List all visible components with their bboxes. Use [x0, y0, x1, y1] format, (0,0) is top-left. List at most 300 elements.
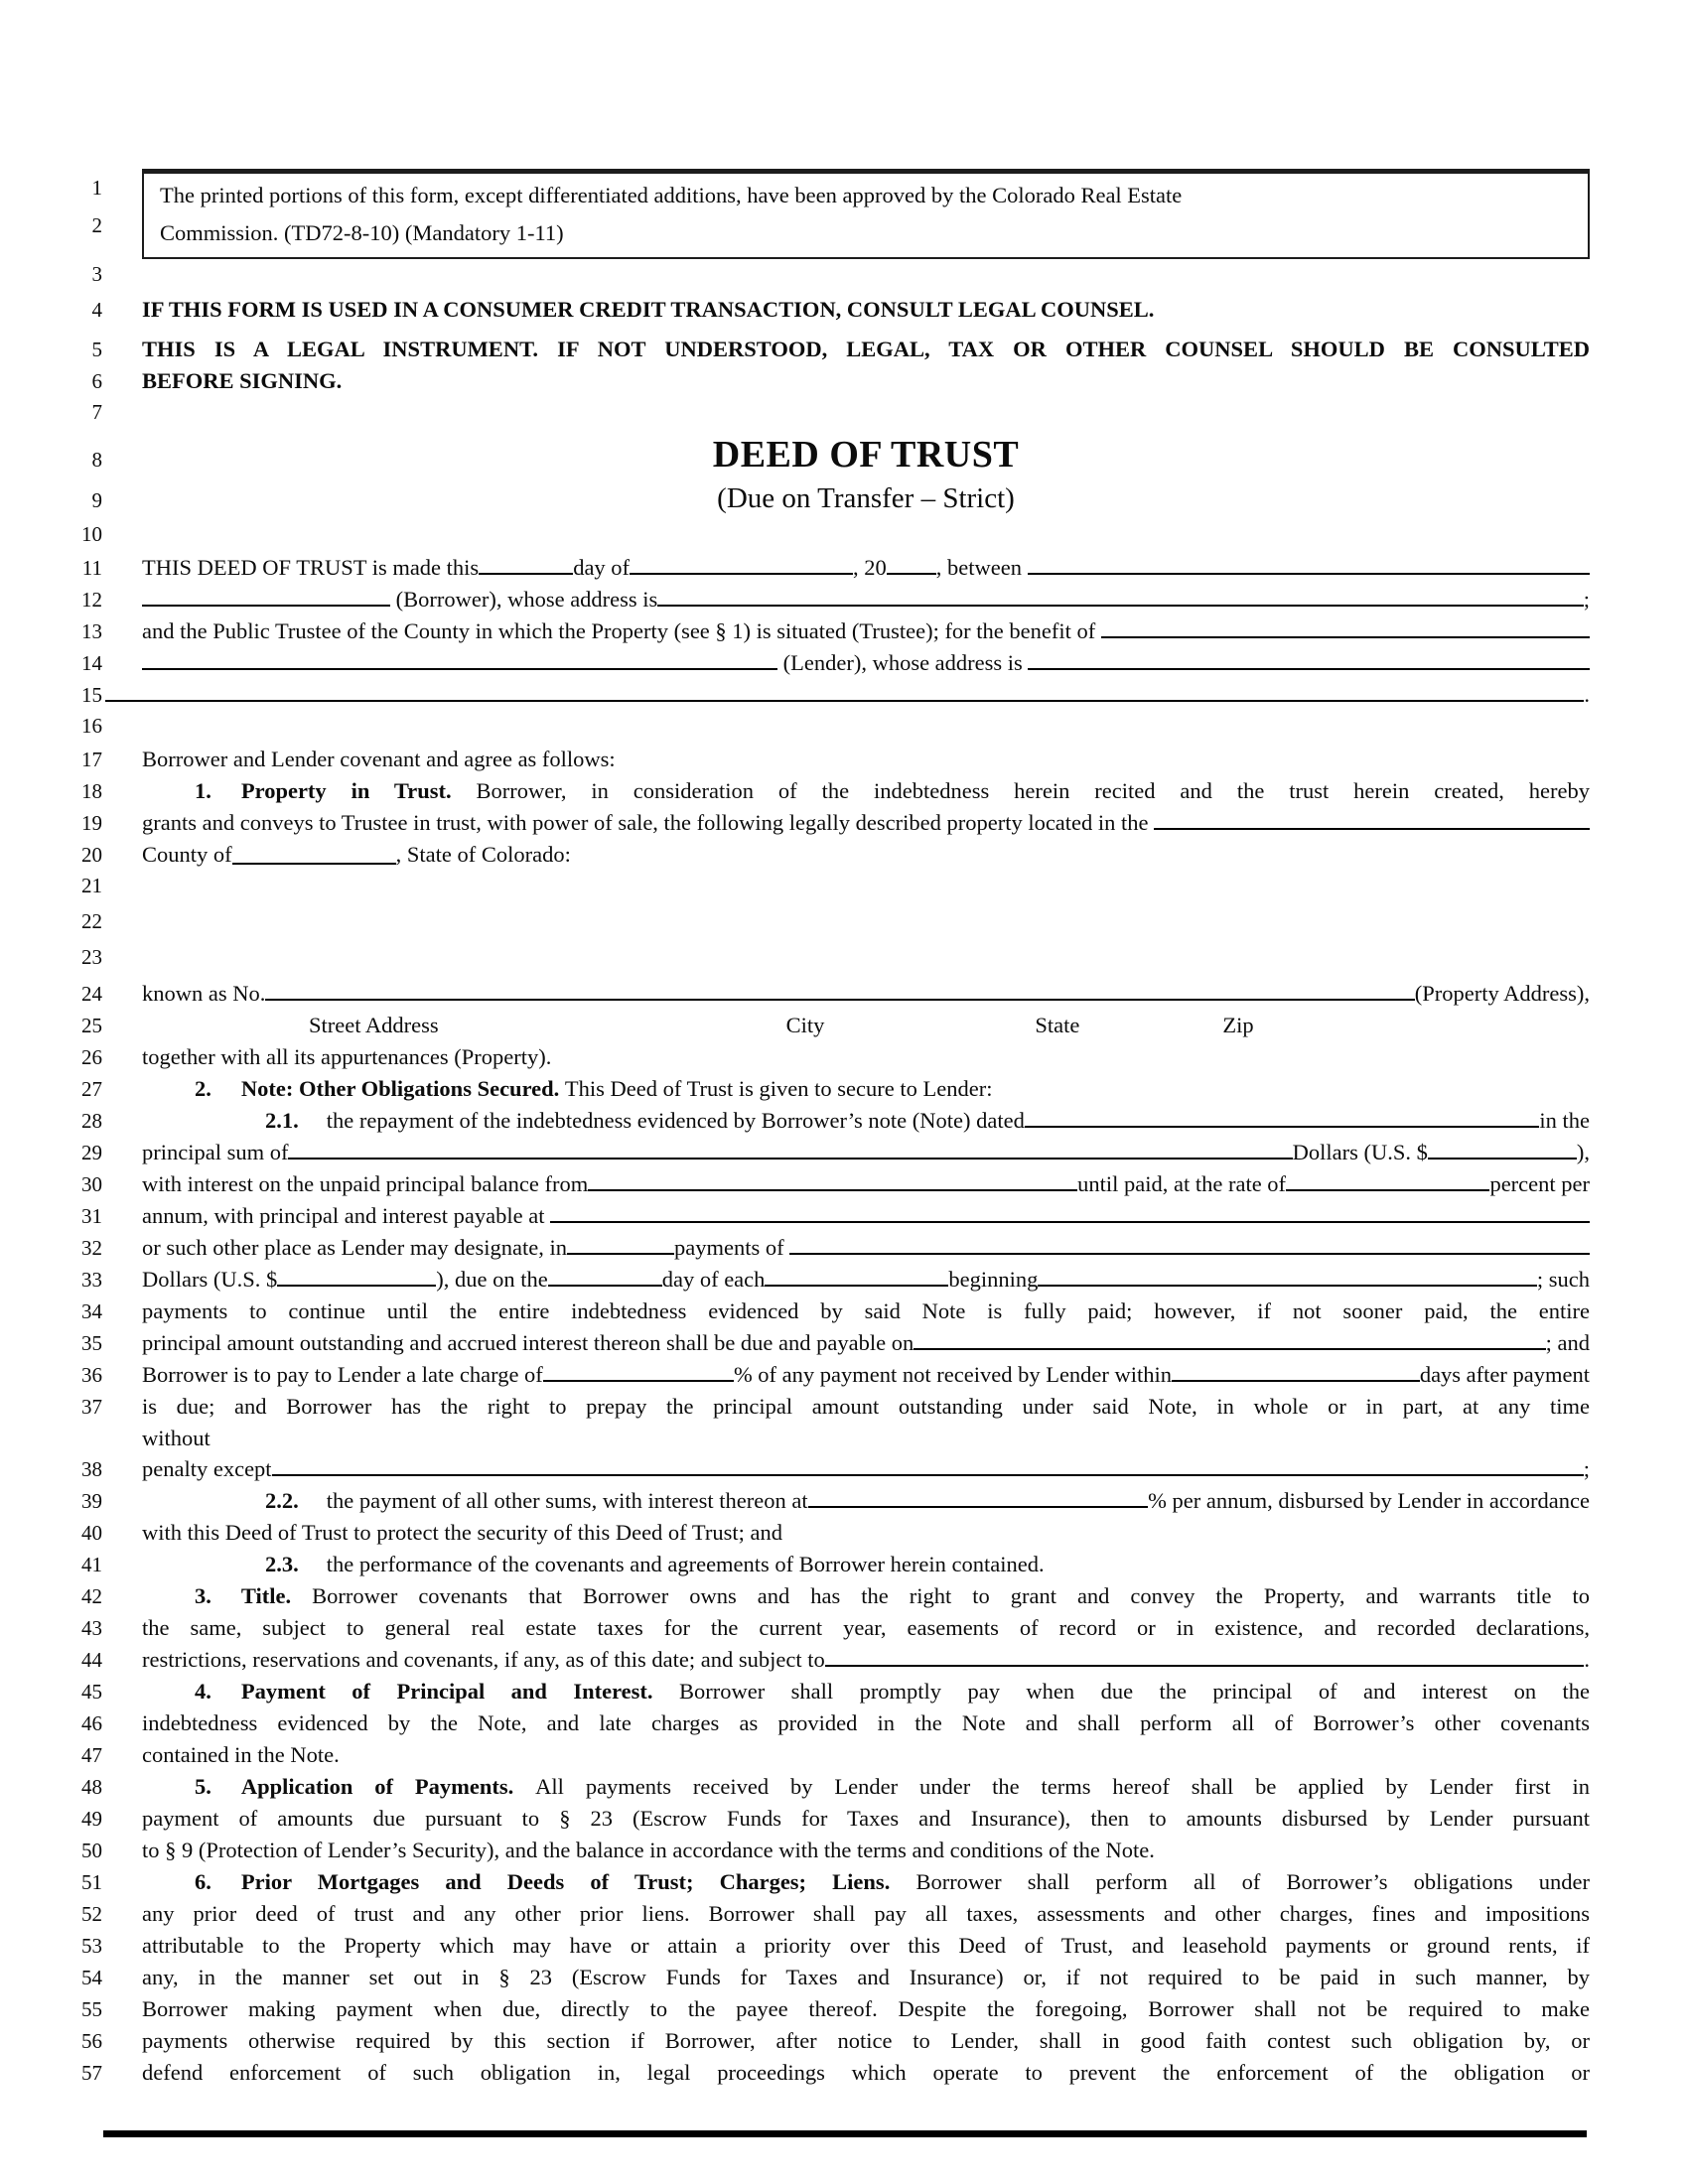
text-segment: Borrower, in consideration of the indebtedness herein recited and the trust herein created, hereby	[476, 778, 1590, 803]
line-number: 47	[81, 1743, 102, 1767]
bold-text-segment: 2.2.	[265, 1488, 299, 1513]
tab-space	[211, 1698, 241, 1699]
line-number: 52	[81, 1902, 102, 1926]
line-content	[142, 334, 1590, 364]
line-number: 37	[81, 1395, 102, 1419]
line-content	[142, 2025, 1590, 2056]
text-segment: % per annum, disbursed by Lender in accordance	[1148, 1488, 1590, 1513]
text-segment: is due; and Borrower has the right to prepay the principal amount outstanding under said Note, in whole or in part, at any time	[142, 1394, 1590, 1419]
line-content	[142, 1105, 1590, 1136]
form-line	[0, 647, 1590, 679]
text-segment: (Property Address),	[1414, 981, 1590, 1006]
line-content	[142, 1644, 1590, 1675]
blank-field[interactable]	[825, 1661, 1585, 1667]
form-line	[0, 519, 1590, 552]
blank-field[interactable]	[1154, 824, 1590, 830]
line-number: 41	[81, 1553, 102, 1576]
text-segment: any, in the manner set out in § 23 (Escrow Funds for Taxes and Insurance) or, if not required to be paid in such manner, by	[142, 1965, 1590, 1989]
blank-field[interactable]	[1286, 1185, 1489, 1191]
tab-space	[299, 1570, 327, 1571]
line-content	[105, 679, 1590, 710]
bold-text-segment: IF THIS FORM IS USED IN A CONSUMER CREDIT TRANSACTION, CONSULT LEGAL COUNSEL.	[142, 297, 1155, 322]
text-segment: beginning	[948, 1267, 1039, 1292]
tab-space	[211, 797, 241, 798]
form-line	[0, 1866, 1590, 1898]
text-segment: , 20	[853, 555, 887, 580]
text-segment: until paid, at the rate of	[1077, 1171, 1287, 1196]
text-segment: attributable to the Property which may have or attain a priority over this Deed of Trust, and leasehold payments or ground rents, if	[142, 1933, 1590, 1958]
text-segment: THIS DEED OF TRUST is made this	[142, 555, 480, 580]
form-line	[0, 1105, 1590, 1137]
line-number: 54	[81, 1966, 102, 1989]
blank-field[interactable]	[479, 569, 573, 575]
form-line	[0, 552, 1590, 584]
form-line	[0, 1359, 1590, 1391]
form-line	[0, 1200, 1590, 1232]
text-segment: (Borrower), whose address is	[390, 587, 658, 612]
line-content	[142, 1041, 1590, 1072]
approval-notice-text: The printed portions of this form, except differentiated additions, have been approved by the Colorado Real Estate	[160, 183, 1183, 207]
blank-field[interactable]	[808, 1502, 1149, 1508]
line-number: 57	[81, 2061, 102, 2085]
line-content	[142, 1612, 1590, 1643]
text-segment: together with all its appurtenances (Property).	[142, 1044, 552, 1069]
tab-space	[142, 1698, 195, 1699]
tab-space	[142, 1127, 265, 1128]
line-content	[142, 775, 1590, 806]
line-number: 2	[91, 213, 102, 237]
form-line	[0, 942, 1590, 978]
text-segment: Borrower making payment when due, directly to the payee thereof. Despite the foregoing, Borrower shall not be required to make	[142, 1996, 1590, 2021]
text-segment: annum, with principal and interest payable at	[142, 1203, 551, 1228]
bold-text-segment: Prior Mortgages and Deeds of Trust; Charges; Liens.	[240, 1869, 916, 1894]
line-number: 34	[81, 1299, 102, 1323]
bold-text-segment: 2.1.	[265, 1108, 299, 1133]
line-content	[142, 744, 1590, 774]
line-number: 38	[81, 1457, 102, 1481]
bold-text-segment: Payment of Principal and Interest.	[240, 1679, 679, 1704]
line-content	[142, 1771, 1590, 1802]
line-content	[142, 839, 1590, 870]
line-content	[142, 280, 1590, 281]
line-number: 49	[81, 1807, 102, 1831]
bold-text-segment: 6.	[195, 1869, 211, 1894]
bold-text-segment: 2.	[195, 1076, 211, 1101]
form-line	[0, 397, 1590, 432]
line-number: 28	[81, 1109, 102, 1133]
document-title: DEED OF TRUST	[712, 434, 1020, 476]
line-number: 14	[81, 651, 102, 675]
blank-field[interactable]	[1028, 664, 1590, 670]
approval-notice-box	[142, 169, 1590, 259]
form-line	[0, 294, 1590, 326]
text-segment: , State of Colorado:	[395, 842, 571, 867]
text-segment: any prior deed of trust and any other prior liens. Borrower shall pay all taxes, assessments and other charges, fines and impositions	[142, 1901, 1590, 1926]
line-content	[142, 1517, 1590, 1548]
text-segment: principal amount outstanding and accrued interest thereon shall be due and payable on	[142, 1330, 914, 1355]
line-content	[142, 1930, 1590, 1961]
form-line	[0, 1549, 1590, 1580]
blank-field[interactable]	[914, 1344, 1545, 1350]
tab-space	[142, 797, 195, 798]
blank-field[interactable]	[657, 601, 1583, 607]
bold-text-segment: 3.	[195, 1583, 211, 1608]
line-content	[142, 647, 1590, 678]
form-line	[0, 978, 1590, 1010]
bold-text-segment: 5.	[195, 1774, 211, 1799]
text-segment: State	[1035, 1013, 1080, 1037]
tab-space	[299, 1127, 327, 1128]
line-number: 7	[91, 400, 102, 424]
line-number: 25	[81, 1014, 102, 1037]
text-segment: Borrower covenants that Borrower owns and has the right to grant and convey the Property, and warrants title to	[312, 1583, 1590, 1608]
text-segment: indebtedness evidenced by the Note, and late charges as provided in the Note and shall perform all of Borrower’s other covenants	[142, 1710, 1590, 1735]
line-content	[142, 1359, 1590, 1390]
text-segment: percent per	[1489, 1171, 1590, 1196]
line-number: 33	[81, 1268, 102, 1292]
line-number: 22	[81, 909, 102, 933]
tab-space	[142, 1888, 195, 1889]
form-line	[0, 1453, 1590, 1485]
line-number: 39	[81, 1489, 102, 1513]
blank-field[interactable]	[887, 569, 936, 575]
line-number: 15	[81, 683, 102, 707]
line-number: 30	[81, 1172, 102, 1196]
text-segment: restrictions, reservations and covenants, if any, as of this date; and subject to	[142, 1647, 825, 1672]
line-content	[142, 732, 1590, 733]
text-segment: defend enforcement of such obligation in, legal proceedings which operate to prevent the enforcement of the obligation or	[142, 2060, 1590, 2085]
text-segment: ),	[1576, 1140, 1590, 1164]
text-segment: Borrower shall perform all of Borrower’s obligations under	[915, 1869, 1591, 1894]
form-line	[0, 169, 1590, 259]
line-content	[142, 1423, 1590, 1453]
blank-field[interactable]	[543, 1376, 734, 1382]
form-line	[0, 775, 1590, 807]
text-segment: All payments received by Lender under the terms hereof shall be applied by Lender first in	[535, 1774, 1590, 1799]
text-segment: known as No.	[142, 981, 266, 1006]
line-content	[142, 584, 1590, 614]
line-content	[142, 1200, 1590, 1231]
text-segment: penalty except	[142, 1456, 272, 1481]
form-line	[0, 1962, 1590, 1993]
text-segment: City	[785, 1013, 825, 1037]
form-line	[0, 584, 1590, 615]
text-segment: contained in the Note.	[142, 1742, 340, 1767]
line-content	[142, 1391, 1590, 1422]
text-segment: and the Public Trustee of the County in which the Property (see § 1) is situated (Trustee); for the benefit of	[142, 618, 1101, 643]
text-segment: % of any payment not received by Lender within	[733, 1362, 1173, 1387]
text-segment: Borrower and Lender covenant and agree as follows:	[142, 747, 616, 771]
form-line	[0, 2025, 1590, 2057]
line-content	[142, 1453, 1590, 1484]
text-segment: the same, subject to general real estate taxes for the current year, easements of record or in existence, and recorded declarations,	[142, 1615, 1590, 1640]
form-line	[0, 1517, 1590, 1549]
line-content	[142, 1898, 1590, 1929]
text-segment: or such other place as Lender may designate, in	[142, 1235, 567, 1260]
tab-space	[299, 1507, 327, 1508]
line-number: 21	[81, 874, 102, 897]
text-segment: day of	[573, 555, 631, 580]
bold-text-segment: Note: Other Obligations Secured.	[240, 1076, 565, 1101]
page-bottom-rule	[103, 2130, 1587, 2137]
line-content	[142, 891, 1590, 892]
line-number: 24	[81, 982, 102, 1006]
form-line	[0, 1327, 1590, 1359]
blank-field[interactable]	[142, 601, 390, 607]
line-number: 55	[81, 1997, 102, 2021]
text-segment: grants and conveys to Trustee in trust, with power of sale, the following legally described property located in the	[142, 810, 1155, 835]
text-segment: days after payment	[1419, 1362, 1590, 1387]
form-line	[0, 679, 1590, 711]
text-segment: Borrower shall promptly pay when due the principal of and interest on the	[678, 1679, 1590, 1704]
line-number: 6	[91, 369, 102, 393]
blank-field[interactable]	[1428, 1154, 1577, 1160]
line-number-column	[0, 169, 102, 259]
blank-field[interactable]	[1101, 632, 1590, 638]
line-number: 42	[81, 1584, 102, 1608]
bold-text-segment: 1.	[195, 778, 211, 803]
text-segment: principal sum of	[142, 1140, 289, 1164]
form-line	[0, 711, 1590, 744]
text-segment: Dollars (U.S. $	[142, 1267, 278, 1292]
line-number: 44	[81, 1648, 102, 1672]
form-line	[0, 1232, 1590, 1264]
form-line	[0, 807, 1590, 839]
form-line	[0, 1423, 1590, 1453]
form-line	[0, 365, 1590, 397]
line-content	[142, 552, 1590, 583]
form-line	[0, 1010, 1590, 1041]
blank-field[interactable]	[1172, 1376, 1420, 1382]
blank-field[interactable]	[1025, 1122, 1540, 1128]
line-number: 31	[81, 1204, 102, 1228]
line-number: 26	[81, 1045, 102, 1069]
text-segment: without	[142, 1426, 211, 1450]
blank-field[interactable]	[142, 664, 777, 670]
blank-field[interactable]	[1038, 1281, 1536, 1287]
line-content	[142, 1010, 1590, 1040]
form-line	[0, 871, 1590, 906]
blank-field[interactable]	[567, 1249, 674, 1255]
text-segment: (Lender), whose address is	[777, 650, 1029, 675]
bold-text-segment: Property in Trust.	[240, 778, 477, 803]
text-segment: the repayment of the indebtedness evidenced by Borrower’s note (Note) dated	[326, 1108, 1025, 1133]
form-line	[0, 1612, 1590, 1644]
line-number: 23	[81, 945, 102, 969]
text-segment: .	[1584, 1647, 1590, 1672]
text-segment: ;	[1583, 587, 1590, 612]
form-line	[0, 1707, 1590, 1739]
blank-field[interactable]	[789, 1249, 1590, 1255]
text-segment: with this Deed of Trust to protect the security of this Deed of Trust; and	[142, 1520, 782, 1545]
line-number: 10	[81, 522, 102, 546]
text-segment: payments otherwise required by this section if Borrower, after notice to Lender, shall in good faith contest such obligation by, or	[142, 2028, 1590, 2053]
line-content	[142, 1962, 1590, 1992]
blank-field[interactable]	[105, 696, 1584, 702]
form-line	[0, 1391, 1590, 1423]
blank-field[interactable]	[588, 1185, 1077, 1191]
form-line	[0, 1580, 1590, 1612]
form-line	[0, 1771, 1590, 1803]
text-segment: payments to continue until the entire indebtedness evidenced by said Note is fully paid; however, if not sooner paid, the entire	[142, 1298, 1590, 1323]
text-segment: ; such	[1536, 1267, 1590, 1292]
text-segment: ; and	[1545, 1330, 1590, 1355]
text-segment: Zip	[1222, 1013, 1254, 1037]
form-line	[0, 839, 1590, 871]
line-content	[142, 365, 1590, 396]
line-number: 8	[91, 448, 102, 472]
line-number: 56	[81, 2029, 102, 2053]
line-content	[142, 807, 1590, 838]
line-content	[142, 1296, 1590, 1326]
text-segment: This Deed of Trust is given to secure to Lender:	[564, 1076, 993, 1101]
form-line	[0, 1041, 1590, 1073]
tab-space	[142, 1793, 195, 1794]
form-line	[0, 1835, 1590, 1866]
form-line	[0, 1993, 1590, 2025]
tab-space	[142, 1507, 265, 1508]
text-segment: in the	[1539, 1108, 1590, 1133]
text-segment: day of each	[661, 1267, 766, 1292]
line-number: 17	[81, 748, 102, 771]
blank-field[interactable]	[630, 569, 853, 575]
form-line	[0, 906, 1590, 942]
blank-field[interactable]	[232, 859, 396, 865]
bold-text-segment: Application of Payments.	[240, 1774, 536, 1799]
form-line	[0, 1485, 1590, 1517]
line-number: 13	[81, 619, 102, 643]
line-number: 19	[81, 811, 102, 835]
form-line	[0, 334, 1590, 365]
bold-text-segment: BEFORE SIGNING.	[142, 368, 343, 393]
text-segment: Street Address	[309, 1013, 439, 1037]
line-number: 20	[81, 843, 102, 867]
tab-space	[211, 1602, 241, 1603]
approval-notice-text: Commission. (TD72-8-10) (Mandatory 1-11)	[160, 220, 564, 245]
line-content	[142, 294, 1590, 325]
form-line	[0, 1930, 1590, 1962]
line-content	[142, 1803, 1590, 1834]
line-number: 35	[81, 1331, 102, 1355]
bold-text-segment: THIS IS A LEGAL INSTRUMENT. IF NOT UNDERSTOOD, LEGAL, TAX OR OTHER COUNSEL SHOULD BE CONSULTED	[142, 337, 1590, 361]
line-number: 40	[81, 1521, 102, 1545]
text-segment: Borrower is to pay to Lender a late charge of	[142, 1362, 543, 1387]
line-content	[142, 615, 1590, 646]
blank-field[interactable]	[550, 1217, 1590, 1223]
tab-space	[142, 1570, 265, 1571]
form-line	[0, 2057, 1590, 2089]
tab-space	[439, 1031, 786, 1032]
text-segment: County of	[142, 842, 232, 867]
form-line	[0, 1137, 1590, 1168]
text-segment: payments of	[673, 1235, 790, 1260]
line-number: 4	[91, 298, 102, 322]
line-content	[142, 1485, 1590, 1516]
tab-space	[142, 1031, 309, 1032]
line-content	[142, 540, 1590, 541]
form-line	[0, 1296, 1590, 1327]
text-segment: ), due on the	[436, 1267, 548, 1292]
line-content	[142, 1580, 1590, 1611]
form-line	[0, 259, 1590, 294]
text-segment: Dollars (U.S. $	[1292, 1140, 1428, 1164]
line-number: 46	[81, 1711, 102, 1735]
line-number: 45	[81, 1680, 102, 1704]
text-segment: , between	[935, 555, 1028, 580]
tab-space	[1079, 1031, 1222, 1032]
line-number: 5	[91, 338, 102, 361]
form-line	[0, 1739, 1590, 1771]
line-content	[142, 1264, 1590, 1295]
line-content	[142, 1993, 1590, 2024]
line-content	[142, 1866, 1590, 1897]
tab-space	[211, 1793, 241, 1794]
form-line	[0, 615, 1590, 647]
blank-field[interactable]	[272, 1470, 1584, 1476]
line-content	[142, 1739, 1590, 1770]
blank-field[interactable]	[548, 1281, 662, 1287]
blank-field[interactable]	[265, 995, 1414, 1001]
text-segment: payment of amounts due pursuant to § 23 (Escrow Funds for Taxes and Insurance), then to amounts disbursed by Lender pursuant	[142, 1806, 1590, 1831]
line-number: 36	[81, 1363, 102, 1387]
blank-field[interactable]	[1028, 569, 1590, 575]
line-content	[142, 1676, 1590, 1706]
line-content	[142, 1168, 1590, 1199]
form-line	[0, 744, 1590, 775]
bold-text-segment: 4.	[195, 1679, 211, 1704]
blank-field[interactable]	[765, 1281, 948, 1287]
line-number: 51	[81, 1870, 102, 1894]
line-number: 9	[91, 488, 102, 512]
line-content	[142, 1073, 1590, 1104]
form-line	[0, 1264, 1590, 1296]
text-segment: the payment of all other sums, with interest thereon at	[326, 1488, 808, 1513]
blank-field[interactable]	[277, 1281, 436, 1287]
document-subtitle: (Due on Transfer – Strict)	[717, 482, 1015, 514]
line-content	[142, 1835, 1590, 1865]
line-content	[142, 418, 1590, 419]
line-number: 32	[81, 1236, 102, 1260]
form-line	[0, 1803, 1590, 1835]
form-line	[0, 478, 1590, 519]
text-segment: with interest on the unpaid principal balance from	[142, 1171, 589, 1196]
line-number: 29	[81, 1141, 102, 1164]
line-number: 50	[81, 1839, 102, 1862]
line-content	[142, 2057, 1590, 2088]
text-segment: to § 9 (Protection of Lender’s Security), and the balance in accordance with the terms and conditions of the Note.	[142, 1838, 1155, 1862]
form-line	[0, 432, 1590, 478]
line-number: 27	[81, 1077, 102, 1101]
line-number: 43	[81, 1616, 102, 1640]
form-line	[0, 1898, 1590, 1930]
form-line	[0, 1168, 1590, 1200]
blank-field[interactable]	[288, 1154, 1292, 1160]
line-content	[142, 1327, 1590, 1358]
line-number: 18	[81, 779, 102, 803]
line-number: 3	[91, 262, 102, 286]
line-content	[142, 1707, 1590, 1738]
tab-space	[211, 1095, 241, 1096]
line-content	[142, 978, 1590, 1009]
line-number: 11	[81, 556, 102, 580]
tab-space	[824, 1031, 1035, 1032]
form-line	[0, 1073, 1590, 1105]
line-content	[142, 1137, 1590, 1167]
bold-text-segment: 2.3.	[265, 1552, 299, 1576]
text-segment: .	[1584, 682, 1590, 707]
tab-space	[211, 1888, 241, 1889]
line-number: 48	[81, 1775, 102, 1799]
